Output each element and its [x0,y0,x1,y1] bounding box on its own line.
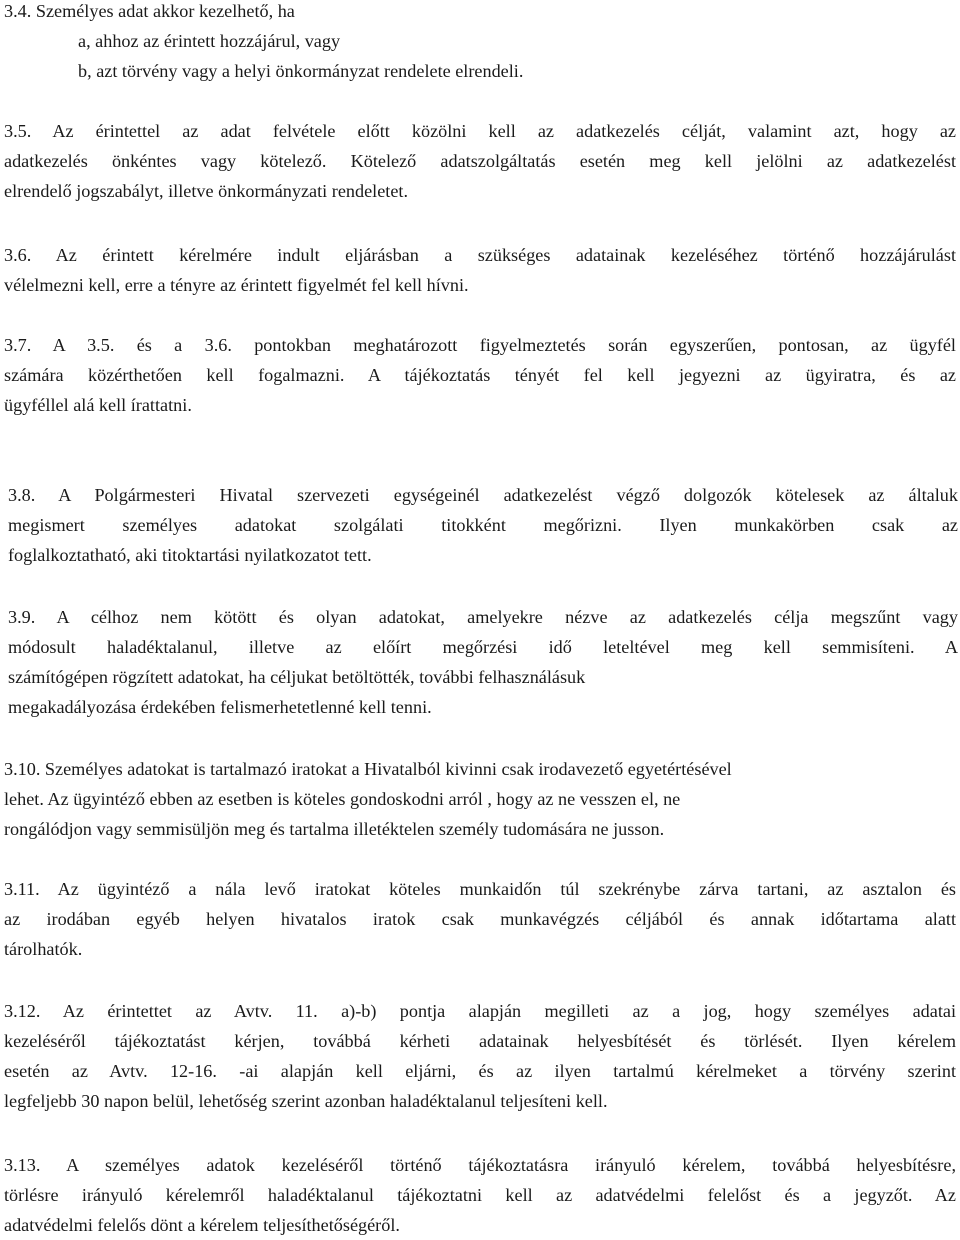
paragraph-line: 3.9. A célhoz nem kötött és olyan adatokat, amelyekre nézve az adatkezelés célja megszűnt vagy [8,607,958,627]
paragraph-line: 3.5. Az érintettel az adat felvétele előtt közölni kell az adatkezelés célját, valamint azt, hogy az [4,121,956,141]
paragraph-line: 3.11. Az ügyintéző a nála levő iratokat köteles munkaidőn túl szekrénybe zárva tartani, az asztalon és [4,879,956,899]
paragraph-line: 3.10. Személyes adatokat is tartalmazó iratokat a Hivatalból kivinni csak irodavezető egyetértésével [4,759,732,779]
paragraph-line: rongálódjon vagy semmisüljön meg és tartalma illetéktelen személy tudomására ne jusson. [4,819,665,839]
paragraph-line: számára közérthetően kell fogalmazni. A tájékoztatás tényét fel kell jegyezni az ügyiratra, és az [4,365,956,385]
paragraph-line: kezeléséről tájékoztatást kérjen, továbbá kérheti adatainak helyesbítését és törlését. Ilyen kérelem [4,1031,956,1051]
paragraph-line: adatvédelmi felelős dönt a kérelem teljesíthetőségéről. [4,1215,400,1235]
paragraph-3-11 [4,874,956,964]
paragraph-line: 3.12. Az érintettet az Avtv. 11. a)-b) pontja alapján megilleti az a jog, hogy személyes adatai [4,1001,956,1021]
paragraph-line: elrendelő jogszabályt, illetve önkormányzati rendeletet. [4,181,409,201]
paragraph-line: a, ahhoz az érintett hozzájárul, vagy [78,31,341,51]
paragraph-line: számítógépen rögzített adatokat, ha céljukat betöltötték, további felhasználásuk [8,667,586,687]
paragraph-line: vélelmezni kell, erre a tényre az érintett figyelmét fel kell hívni. [4,275,469,295]
paragraph-line: esetén az Avtv. 12-16. -ai alapján kell eljárni, és az ilyen tartalmú kérelmeket a törvény szerint [4,1061,956,1081]
paragraph-3-10 [4,754,956,844]
paragraph-3-13 [4,1150,956,1240]
paragraph-line: legfeljebb 30 napon belül, lehetőség szerint azonban haladéktalanul teljesíteni kell. [4,1091,608,1111]
paragraph-line: adatkezelés önkéntes vagy kötelező. Kötelező adatszolgáltatás esetén meg kell jelölni az adatkezelést [4,151,956,171]
paragraph-line: 3.8. A Polgármesteri Hivatal szervezeti egységeinél adatkezelést végző dolgozók kötelesek az általuk [8,485,958,505]
paragraph-3-7 [4,330,956,420]
paragraph-line: 3.4. Személyes adat akkor kezelhető, ha [4,1,295,21]
paragraph-3-12 [4,996,956,1116]
paragraph-line: ügyféllel alá kell írattatni. [4,395,192,415]
paragraph-3-6 [4,240,956,300]
paragraph-line: b, azt törvény vagy a helyi önkormányzat rendelete elrendeli. [78,61,524,81]
paragraph-line: módosult haladéktalanul, illetve az előírt megőrzési idő leteltével meg kell semmisíteni. A [8,637,958,657]
paragraph-line: az irodában egyéb helyen hivatalos iratok csak munkavégzés céljából és annak időtartama alatt [4,909,956,929]
paragraph-3-9 [8,602,958,722]
paragraph-line: törlésre irányuló kérelemről haladéktalanul tájékoztatni kell az adatvédelmi felelőst és a jegyzőt. Az [4,1185,956,1205]
paragraph-3-8 [8,480,958,570]
paragraph-line: foglalkoztatható, aki titoktartási nyilatkozatot tett. [8,545,372,565]
paragraph-line: megismert személyes adatokat szolgálati titokként megőrizni. Ilyen munkakörben csak az [8,515,958,535]
paragraph-line: 3.6. Az érintett kérelmére indult eljárásban a szükséges adatainak kezeléséhez történő hozzájárulást [4,245,956,265]
paragraph-line: megakadályozása érdekében felismerhetetlenné kell tenni. [8,697,432,717]
paragraph-3-5 [4,116,956,206]
paragraph-line: 3.13. A személyes adatok kezeléséről történő tájékoztatásra irányuló kérelem, továbbá helyesbítésre, [4,1155,956,1175]
paragraph-3-4 [4,0,956,86]
paragraph-line: 3.7. A 3.5. és a 3.6. pontokban meghatározott figyelmeztetés során egyszerűen, pontosan, az ügyfél [4,335,956,355]
paragraph-line: lehet. Az ügyintéző ebben az esetben is köteles gondoskodni arról , hogy az ne vesszen el, ne [4,789,681,809]
paragraph-line: tárolhatók. [4,939,83,959]
